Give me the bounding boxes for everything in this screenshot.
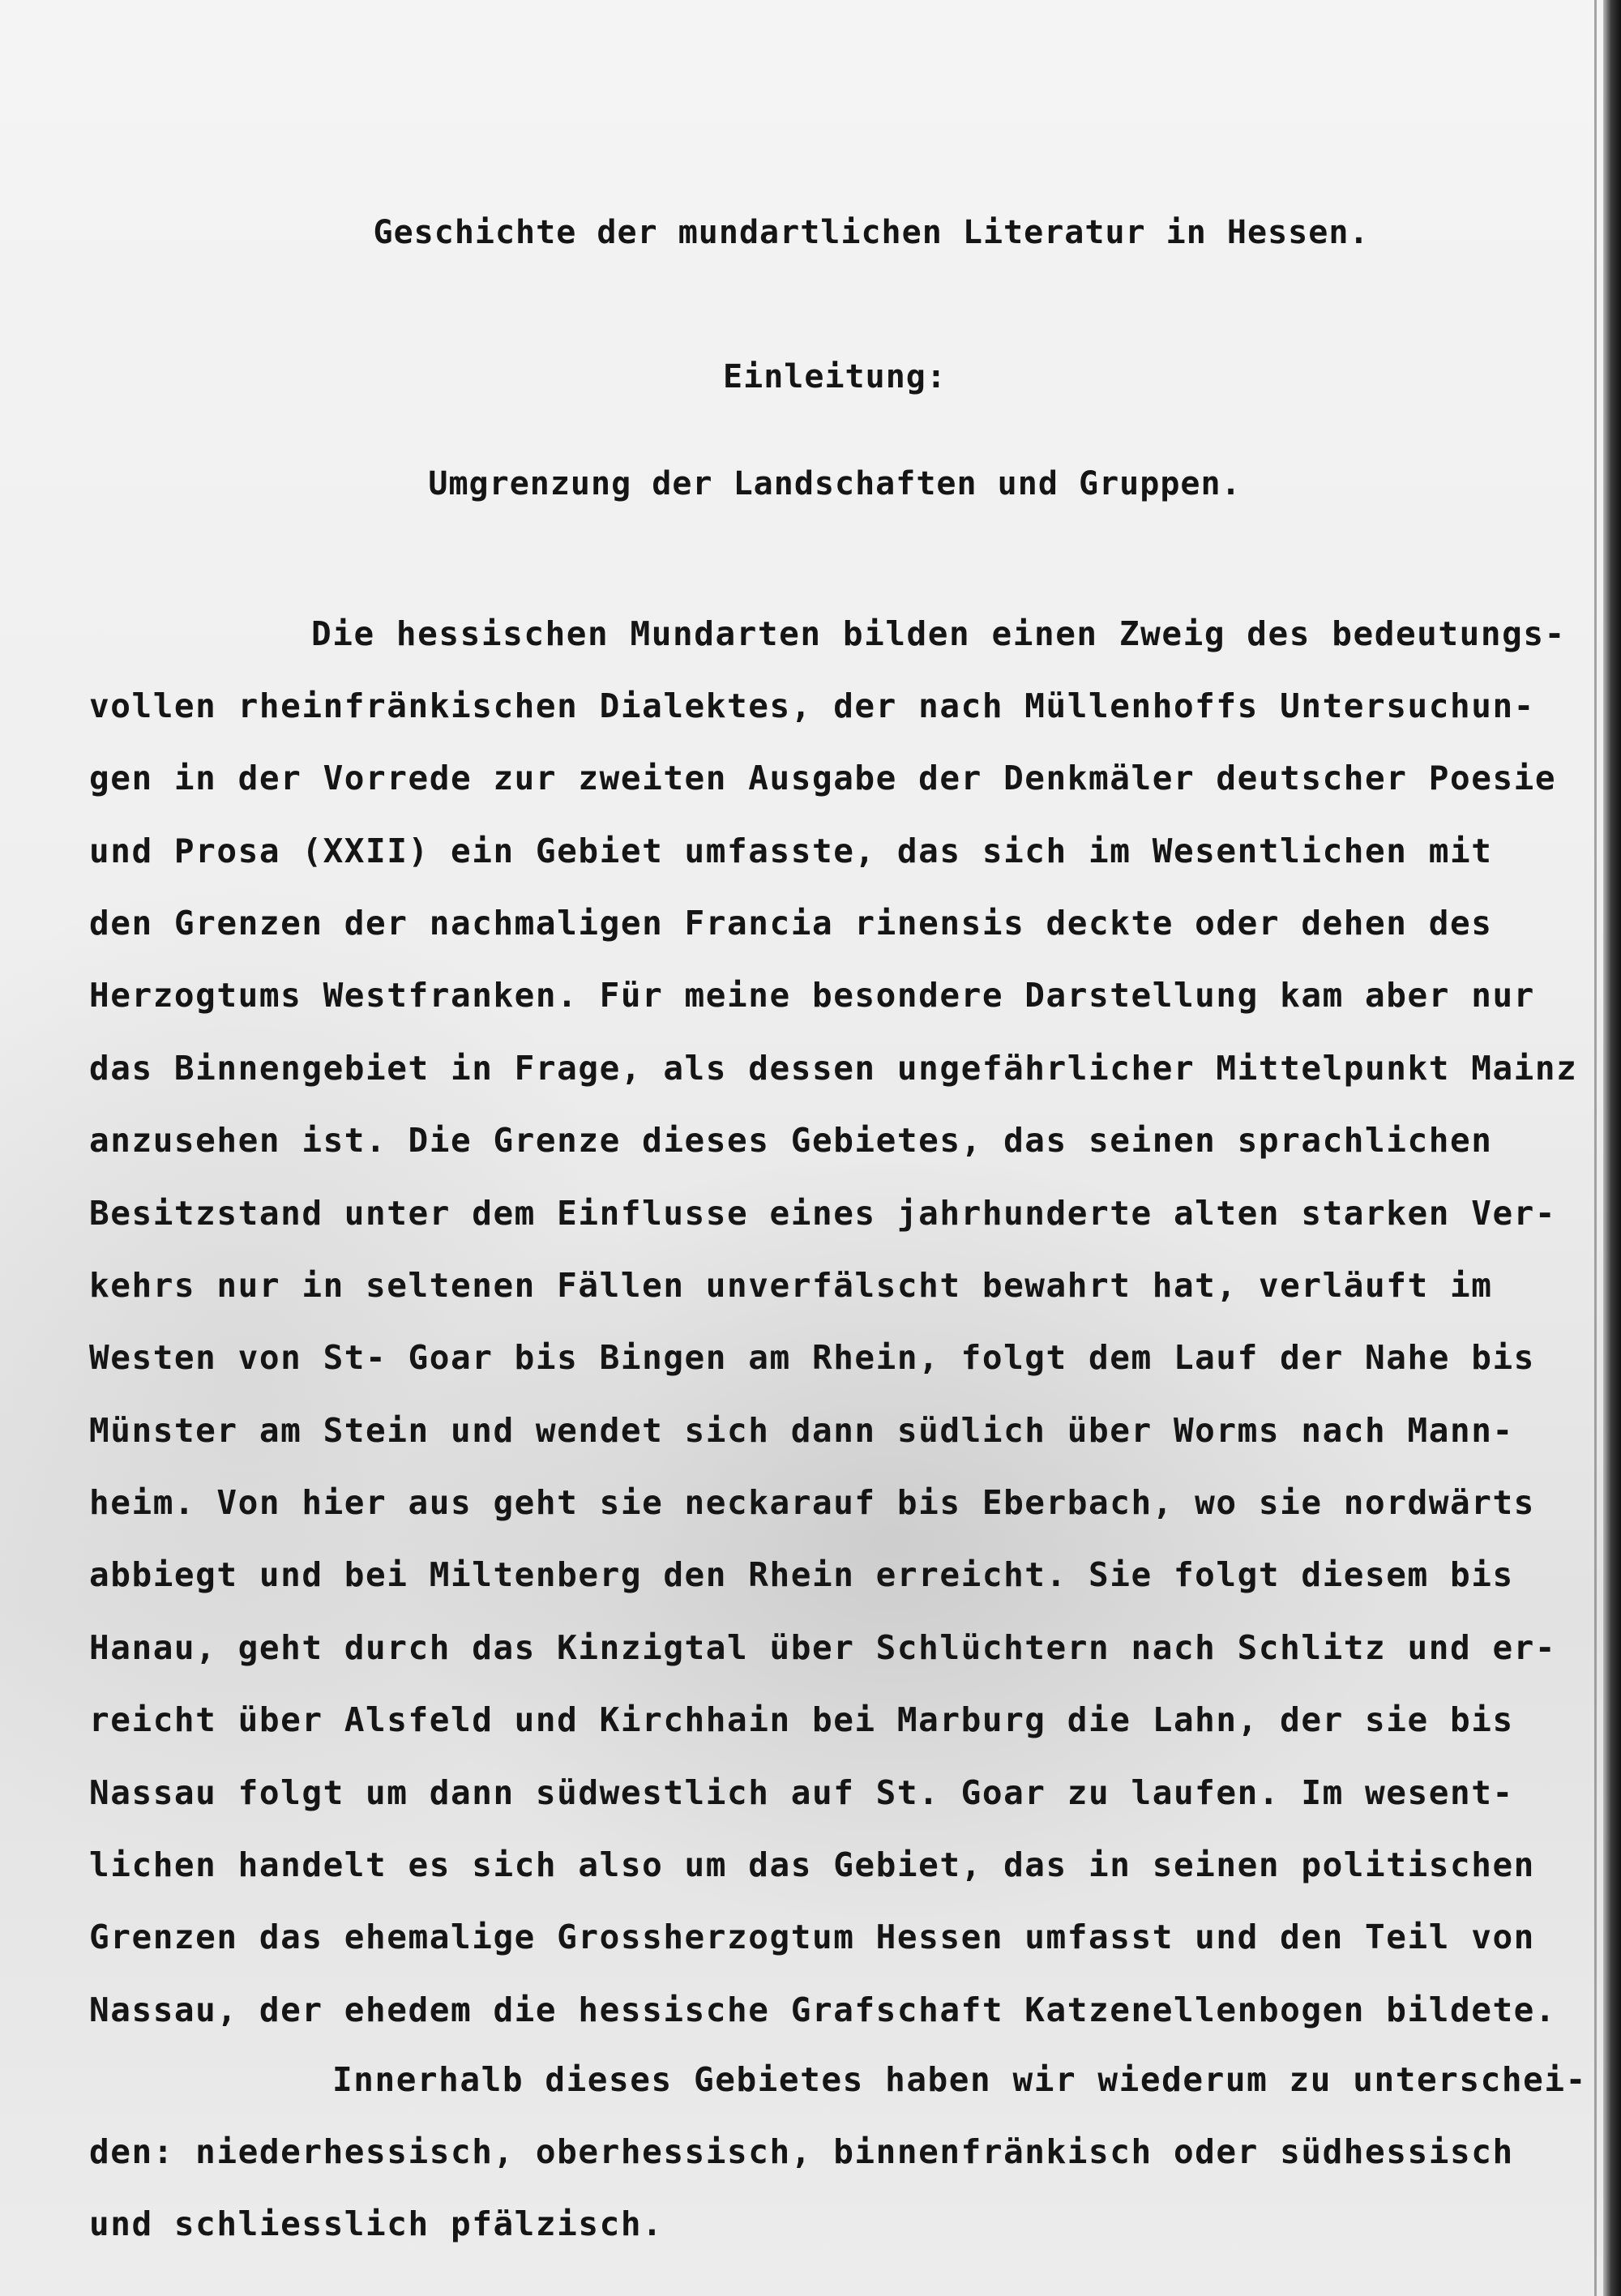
text-line: anzusehen ist. Die Grenze dieses Gebietes, das seinen sprachlichen	[89, 1121, 1493, 1160]
text-line: Nassau folgt um dann südwestlich auf St. Goar zu laufen. Im wesent-	[89, 1773, 1514, 1812]
text-line: vollen rheinfränkischen Dialektes, der nach Müllenhoffs Untersuchun-	[89, 686, 1535, 725]
text-line: abbiegt und bei Miltenberg den Rhein erreicht. Sie folgt diesem bis	[89, 1555, 1514, 1594]
text-line: Die hessischen Mundarten bilden einen Zweig des bedeutungs-	[311, 614, 1566, 653]
text-line: lichen handelt es sich also um das Gebiet, das in seinen politischen	[89, 1845, 1535, 1884]
text-line: reicht über Alsfeld und Kirchhain bei Marburg die Lahn, der sie bis	[89, 1700, 1514, 1739]
text-line: Grenzen das ehemalige Grossherzogtum Hessen umfasst und den Teil von	[89, 1918, 1535, 1956]
text-line: gen in der Vorrede zur zweiten Ausgabe der Denkmäler deutscher Poesie	[89, 759, 1557, 797]
scan-edge	[1603, 0, 1621, 2296]
section-subheading: Umgrenzung der Landschaften und Gruppen.	[428, 465, 1242, 502]
text-line: kehrs nur in seltenen Fällen unverfälscht bewahrt hat, verläuft im	[89, 1266, 1493, 1305]
text-line: Hanau, geht durch das Kinzigtal über Schlüchtern nach Schlitz und er-	[89, 1628, 1557, 1667]
text-line: Westen von St- Goar bis Bingen am Rhein, folgt dem Lauf der Nahe bis	[89, 1338, 1535, 1377]
text-line: das Binnengebiet in Frage, als dessen ungefährlicher Mittelpunkt Mainz	[89, 1049, 1578, 1088]
text-line: und schliesslich pfälzisch.	[89, 2204, 664, 2243]
text-line: den: niederhessisch, oberhessisch, binnenfränkisch oder südhessisch	[89, 2132, 1514, 2171]
text-line: heim. Von hier aus geht sie neckarauf bis Eberbach, wo sie nordwärts	[89, 1483, 1535, 1522]
text-line: den Grenzen der nachmaligen Francia rinensis deckte oder dehen des	[89, 904, 1493, 943]
text-line: Innerhalb dieses Gebietes haben wir wiederum zu unterschei-	[332, 2060, 1587, 2099]
text-line: Herzogtums Westfranken. Für meine besondere Darstellung kam aber nur	[89, 976, 1535, 1015]
document-title: Geschichte der mundartlichen Literatur in Hessen.	[373, 214, 1370, 251]
text-line: Nassau, der ehedem die hessische Grafschaft Katzenellenbogen bildete.	[89, 1990, 1557, 2029]
section-heading: Einleitung:	[723, 358, 947, 395]
text-line: Münster am Stein und wendet sich dann südlich über Worms nach Mann-	[89, 1411, 1514, 1450]
text-line: Besitzstand unter dem Einflusse eines jahrhunderte alten starken Ver-	[89, 1194, 1557, 1233]
text-line: und Prosa (XXII) ein Gebiet umfasste, das sich im Wesentlichen mit	[89, 832, 1493, 870]
scan-edge-line	[1594, 0, 1597, 2296]
